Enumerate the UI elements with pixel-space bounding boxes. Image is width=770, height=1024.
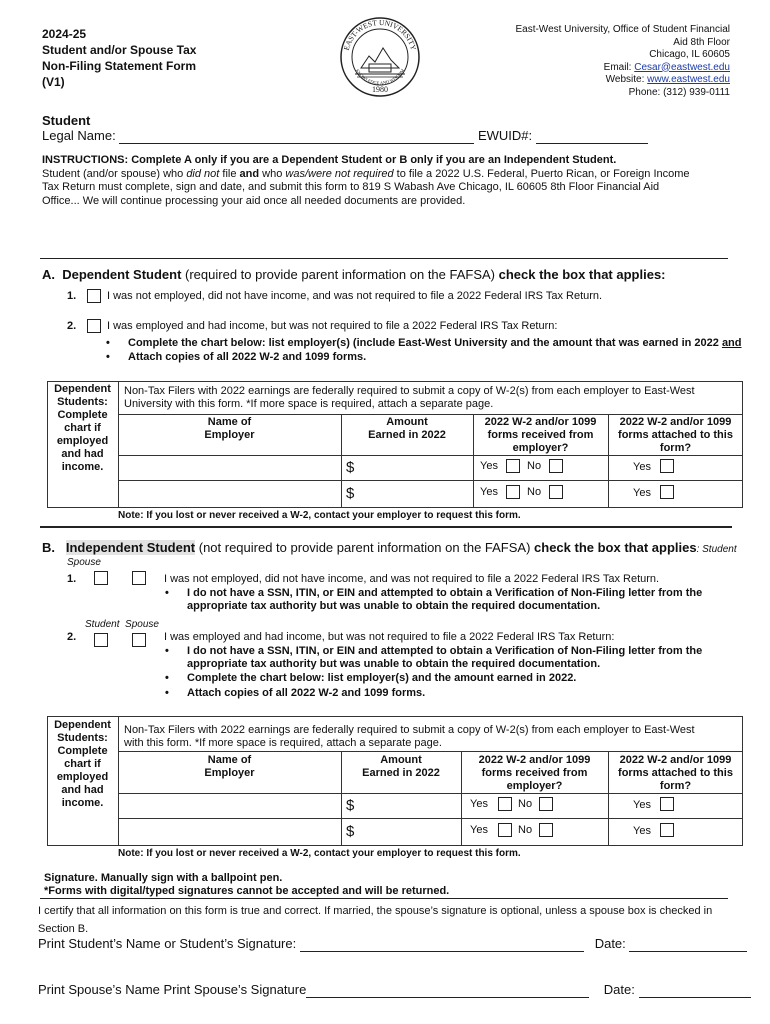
- section-a-title-mid: (required to provide parent information on the FAFSA): [181, 267, 499, 282]
- instructions: [42, 154, 742, 208]
- table-a-row1-received-yes-checkbox[interactable]: [506, 459, 520, 473]
- table-a-row1-dollar: $: [346, 459, 355, 476]
- signature-instruction-2: *Forms with digital/typed signatures cannot be accepted and will be returned.: [44, 885, 450, 897]
- form-title: [42, 26, 196, 90]
- form-year: 2024-25: [42, 27, 87, 41]
- b-opt2-bullet-1-line-1: • I do not have a SSN, ITIN, or EIN and attempted to obtain a Verification of Non-Filing letter from the: [187, 645, 703, 657]
- table-a-intro: [124, 385, 739, 411]
- side-label-1: Dependent: [54, 383, 111, 395]
- instructions-line-3: Office... We will continue processing your aid once all needed documents are provided.: [42, 194, 466, 207]
- b-opt1-bullet: [187, 587, 732, 613]
- table-b-side-label: [49, 719, 116, 810]
- table-b-row1-attached-checkbox[interactable]: [660, 797, 674, 811]
- table-b-header-top: [118, 751, 743, 752]
- instructions-line-1: [42, 168, 742, 182]
- instr-text-c: who: [259, 167, 286, 180]
- section-b-letter: B.: [42, 540, 55, 555]
- table-b-row2-no: No: [518, 824, 533, 836]
- a-opt1-num: 1.: [67, 290, 77, 302]
- spouse-date-label: Date:: [603, 982, 635, 997]
- signature-instruction: [44, 872, 449, 898]
- section-b-spouse-label: Spouse: [67, 557, 101, 568]
- table-b-intro-2: with this form. *If more space is required, attach a separate page.: [124, 737, 442, 749]
- b-opt2-bullet-3: • Attach copies of all 2022 W-2 and 1099 forms.: [187, 687, 425, 700]
- table-b-row2-received-yes-checkbox[interactable]: [498, 823, 512, 837]
- b-opt1-bullet-line-1: • I do not have a SSN, ITIN, or EIN and attempted to obtain a Verification of Non-Filing letter from the: [187, 587, 703, 599]
- student-heading: Student: [42, 113, 91, 128]
- student-signature-label: Print Student’s Name or Student’s Signature:: [38, 936, 297, 951]
- legal-name-row: [42, 128, 648, 144]
- table-a-row1-attached-yes: Yes: [633, 461, 651, 473]
- form-title-line-2: Student and/or Spouse Tax: [42, 43, 197, 57]
- side-label-4: chart if: [64, 422, 101, 434]
- office-phone: Phone: (312) 939-0111: [628, 86, 730, 98]
- table-a-row2-attached-yes: Yes: [633, 487, 651, 499]
- table-a-row1-no: No: [527, 460, 542, 472]
- section-b-title-bold: Independent Student: [65, 540, 196, 555]
- spouse-signature-row: [38, 982, 751, 998]
- side-label-5: employed: [56, 435, 109, 447]
- table-b-row1-received-yes-checkbox[interactable]: [498, 797, 512, 811]
- table-a-row2-yes: Yes: [480, 486, 498, 498]
- student-date-label: Date:: [594, 936, 626, 951]
- instructions-heading: INSTRUCTIONS: Complete A only if you are a Dependent Student or B only if you are an Independent Student.: [42, 154, 617, 166]
- table-b-col-employer: [118, 754, 341, 780]
- office-city: Chicago, IL 60605: [649, 49, 730, 60]
- section-divider: [40, 526, 732, 528]
- a-opt2-text: I was employed and had income, but was not required to file a 2022 Federal IRS Tax Return:: [107, 320, 558, 332]
- spouse-signature-label: Print Spouse’s Name Print Spouse’s Signature: [38, 982, 307, 997]
- b-opt1-spouse-checkbox[interactable]: [132, 571, 146, 585]
- certification-line-2: Section B.: [38, 923, 89, 935]
- table-b-row1-yes: Yes: [470, 798, 488, 810]
- col-amount-1: Amount: [386, 416, 428, 428]
- signature-instruction-1: Signature. Manually sign with a ballpoint pen.: [44, 872, 283, 884]
- col-attached-3: form?: [659, 442, 692, 454]
- office-floor: Aid 8th Floor: [673, 36, 730, 48]
- b-opt2-student-checkbox[interactable]: [94, 633, 108, 647]
- table-a-row2-received-no-checkbox[interactable]: [549, 485, 563, 499]
- certification-line-1: I certify that all information on this form is true and correct. If married, the spouse’s signature is optional, unless a spouse box is checked in: [38, 905, 713, 917]
- b-opt1-text: I was not employed, did not have income, and was not required to file a 2022 Federal IRS Tax Return.: [164, 573, 660, 585]
- table-a-intro-1: Non-Tax Filers with 2022 earnings are federally required to submit a copy of W-2(s) from each employer to East-West: [124, 385, 695, 397]
- a-opt2-checkbox[interactable]: [87, 319, 101, 333]
- b-opt2-column-labels: [85, 619, 159, 631]
- form-version: (V1): [42, 75, 65, 89]
- table-a-row1-yes: Yes: [480, 460, 498, 472]
- ewuid-field[interactable]: [536, 128, 648, 144]
- table-a-row2-no: No: [527, 486, 542, 498]
- student-signature-row: [38, 936, 747, 952]
- website-label: Website:: [605, 74, 648, 85]
- table-b-row2-yes: Yes: [470, 824, 488, 836]
- side-label-6: and had: [61, 448, 104, 460]
- seal-year: 1980: [372, 85, 388, 94]
- table-a-row1-received-no-checkbox[interactable]: [549, 459, 563, 473]
- b-side-label-6: and had: [61, 784, 104, 796]
- b-spouse-label: Spouse: [125, 619, 159, 630]
- email-label: Email:: [603, 61, 635, 73]
- table-b-row2-received-no-checkbox[interactable]: [539, 823, 553, 837]
- table-b-col-received: [461, 754, 608, 793]
- table-b-row1-attached-yes: Yes: [633, 799, 651, 811]
- b-col-attached-3: form?: [659, 780, 692, 792]
- b-col-amount-2: Earned in 2022: [362, 767, 440, 779]
- b-col-amount-1: Amount: [380, 754, 422, 766]
- table-a-row1-top: [118, 455, 743, 456]
- section-b-title-end: check the box that applies: [534, 540, 697, 555]
- instr-and: and: [239, 167, 260, 180]
- table-a-row2-dollar: $: [346, 485, 355, 502]
- b-col-attached-1: 2022 W-2 and/or 1099: [619, 754, 732, 766]
- b-col-received-1: 2022 W-2 and/or 1099: [478, 754, 591, 766]
- table-b-row2-dollar: $: [346, 823, 355, 840]
- b-student-label: Student: [85, 619, 120, 630]
- table-a-note: Note: If you lost or never received a W-2, contact your employer to request this form.: [118, 510, 521, 521]
- section-a-title: [42, 267, 666, 282]
- table-b-row2-amount-input[interactable]: [358, 821, 456, 843]
- table-a-side-label: [49, 383, 116, 474]
- instr-text-d: to file a 2022 U.S. Federal, Puerto Rican, or Foreign Income: [393, 167, 690, 180]
- b-opt2-text: I was employed and had income, but was not required to file a 2022 Federal IRS Tax Return:: [164, 631, 615, 643]
- signature-divider: [40, 898, 728, 899]
- a-bullet-2: • Attach copies of all 2022 W-2 and 1099 forms.: [128, 351, 366, 364]
- col-received-2: forms received from: [487, 429, 594, 441]
- student-signature-field[interactable]: [300, 936, 584, 952]
- office-website: [430, 74, 730, 87]
- b-col-employer-2: Employer: [204, 767, 255, 779]
- section-b-title: [42, 540, 737, 556]
- table-b-row1-received-no-checkbox[interactable]: [539, 797, 553, 811]
- b-opt2-spouse-checkbox[interactable]: [132, 633, 146, 647]
- table-a-row2-top: [118, 480, 743, 481]
- table-b-side-divider: [118, 716, 119, 846]
- office-name: East-West University, Office of Student Financial: [515, 24, 730, 35]
- university-seal: [339, 16, 421, 98]
- table-a-col-received: [473, 416, 608, 455]
- a-bullet-1: [128, 337, 742, 350]
- table-b-row1-dollar: $: [346, 797, 355, 814]
- form-title-line-3: Non-Filing Statement Form: [42, 59, 196, 73]
- table-a-col-employer: [118, 416, 341, 442]
- table-b-row2-attached-checkbox[interactable]: [660, 823, 674, 837]
- table-b-intro: [124, 724, 739, 750]
- col-received-3: employer?: [512, 442, 569, 454]
- table-a-row2-attached-checkbox[interactable]: [660, 485, 674, 499]
- website-link[interactable]: www.eastwest.edu: [647, 74, 730, 85]
- table-a-col-amount: [341, 416, 473, 442]
- b-opt2-bullet-2: • Complete the chart below: list employer(s) and the amount earned in 2022.: [187, 672, 576, 685]
- b-opt1-num: 1.: [67, 573, 77, 585]
- table-b-intro-1: Non-Tax Filers with 2022 earnings are federally required to submit a copy of W-2(s) from each employer to East-West: [124, 724, 695, 736]
- spouse-signature-field[interactable]: [306, 982, 589, 998]
- b-opt2-bullet-1-line-2: appropriate tax authority but was unable to obtain the required documentation.: [187, 658, 601, 670]
- b-opt2-bullet-1: [187, 645, 732, 671]
- table-b-row2-employer-input[interactable]: [122, 821, 336, 843]
- email-link[interactable]: Cesar@eastwest.edu: [634, 61, 730, 73]
- seal-bottom-textpath: KNOWLEDGE AND WISDOM: [354, 68, 406, 86]
- a-bullet-1-and: and: [721, 337, 742, 349]
- office-contact: [430, 24, 730, 99]
- table-b-row1-employer-input[interactable]: [122, 796, 336, 816]
- section-a-title-end: check the box that applies:: [498, 267, 666, 282]
- table-a-side-divider: [118, 381, 119, 508]
- spouse-date-field[interactable]: [639, 982, 751, 998]
- section-b-title-mid: (not required to provide parent information on the FAFSA): [195, 540, 535, 555]
- legal-name-label: Legal Name:: [42, 128, 116, 143]
- section-a-title-bold: Dependent Student: [62, 267, 182, 282]
- b-side-label-5: employed: [56, 771, 109, 783]
- col-attached-1: 2022 W-2 and/or 1099: [619, 416, 732, 428]
- table-b-row2-attached-yes: Yes: [633, 825, 651, 837]
- side-label-2: Students:: [57, 396, 108, 408]
- instr-not-required: was/were not required: [285, 167, 394, 180]
- col-employer-2: Employer: [204, 429, 255, 441]
- instr-text-a: Student (and/or spouse) who: [42, 167, 187, 180]
- a-opt2-num: 2.: [67, 320, 77, 332]
- student-date-field[interactable]: [629, 936, 747, 952]
- table-b-col-attached: [608, 754, 743, 793]
- certification: [38, 902, 738, 938]
- b-opt1-student-checkbox[interactable]: [94, 571, 108, 585]
- divider: [40, 258, 728, 259]
- b-side-label-1: Dependent: [54, 719, 111, 731]
- table-a-row1-attached-checkbox[interactable]: [660, 459, 674, 473]
- table-a-row2-amount-input[interactable]: [358, 483, 468, 505]
- seal-top-text: [342, 18, 419, 52]
- b-side-label-3: Complete: [57, 745, 108, 757]
- instr-did-not: did not: [186, 167, 220, 180]
- b-col-attached-2: forms attached to this: [618, 767, 733, 779]
- col-received-1: 2022 W-2 and/or 1099: [484, 416, 597, 428]
- section-a-letter: A.: [42, 267, 55, 282]
- b-col-received-3: employer?: [506, 780, 563, 792]
- legal-name-field[interactable]: [119, 128, 474, 144]
- table-b-row1-top: [118, 793, 743, 794]
- instructions-line-2: Tax Return must complete, sign and date, and submit this form to 819 S Wabash Ave Chicago, IL 60605 8th Floor Financial Aid: [42, 181, 660, 193]
- table-a-row2-employer-input[interactable]: [122, 483, 336, 505]
- table-a-intro-2: University with this form. *If more space is required, attach a separate page.: [124, 398, 494, 410]
- b-col-employer-1: Name of: [207, 754, 252, 766]
- office-email: [430, 62, 730, 75]
- table-b-row2-top: [118, 818, 743, 819]
- ewuid-label: EWUID#:: [477, 128, 533, 143]
- section-b-title-tail: : Student: [696, 544, 737, 555]
- side-label-3: Complete: [57, 409, 108, 421]
- col-employer-1: Name of: [207, 416, 252, 428]
- table-a-row2-received-yes-checkbox[interactable]: [506, 485, 520, 499]
- b-side-label-7: income.: [61, 797, 104, 809]
- table-b-note: Note: If you lost or never received a W-2, contact your employer to request this form.: [118, 848, 521, 859]
- table-b-col-amount: [341, 754, 461, 780]
- table-a-col-attached: [608, 416, 743, 455]
- a-bullet-1-text: Complete the chart below: list employer(s) (include East-West University and the amount that was earned in 2022: [128, 337, 722, 349]
- table-b-row1-amount-input[interactable]: [358, 796, 456, 816]
- col-attached-2: forms attached to this: [618, 429, 733, 441]
- table-b-row1-no: No: [518, 798, 533, 810]
- b-col-received-2: forms received from: [481, 767, 588, 779]
- col-amount-2: Earned in 2022: [368, 429, 446, 441]
- table-a-row1-amount-input[interactable]: [358, 458, 468, 478]
- b-side-label-2: Students:: [57, 732, 108, 744]
- table-a-header-top: [118, 414, 743, 415]
- instr-text-b: file: [219, 167, 240, 180]
- b-side-label-4: chart if: [64, 758, 101, 770]
- b-opt1-bullet-line-2: appropriate tax authority but was unable to obtain the required documentation.: [187, 600, 601, 612]
- a-opt1-checkbox[interactable]: [87, 289, 101, 303]
- side-label-7: income.: [61, 461, 104, 473]
- seal-top-textpath: EAST-WEST UNIVERSITY: [341, 17, 419, 52]
- b-opt2-num: 2.: [67, 631, 77, 643]
- table-a-row1-employer-input[interactable]: [122, 458, 336, 478]
- a-opt1-text: I was not employed, did not have income, and was not required to file a 2022 Federal IRS Tax Return.: [107, 290, 603, 302]
